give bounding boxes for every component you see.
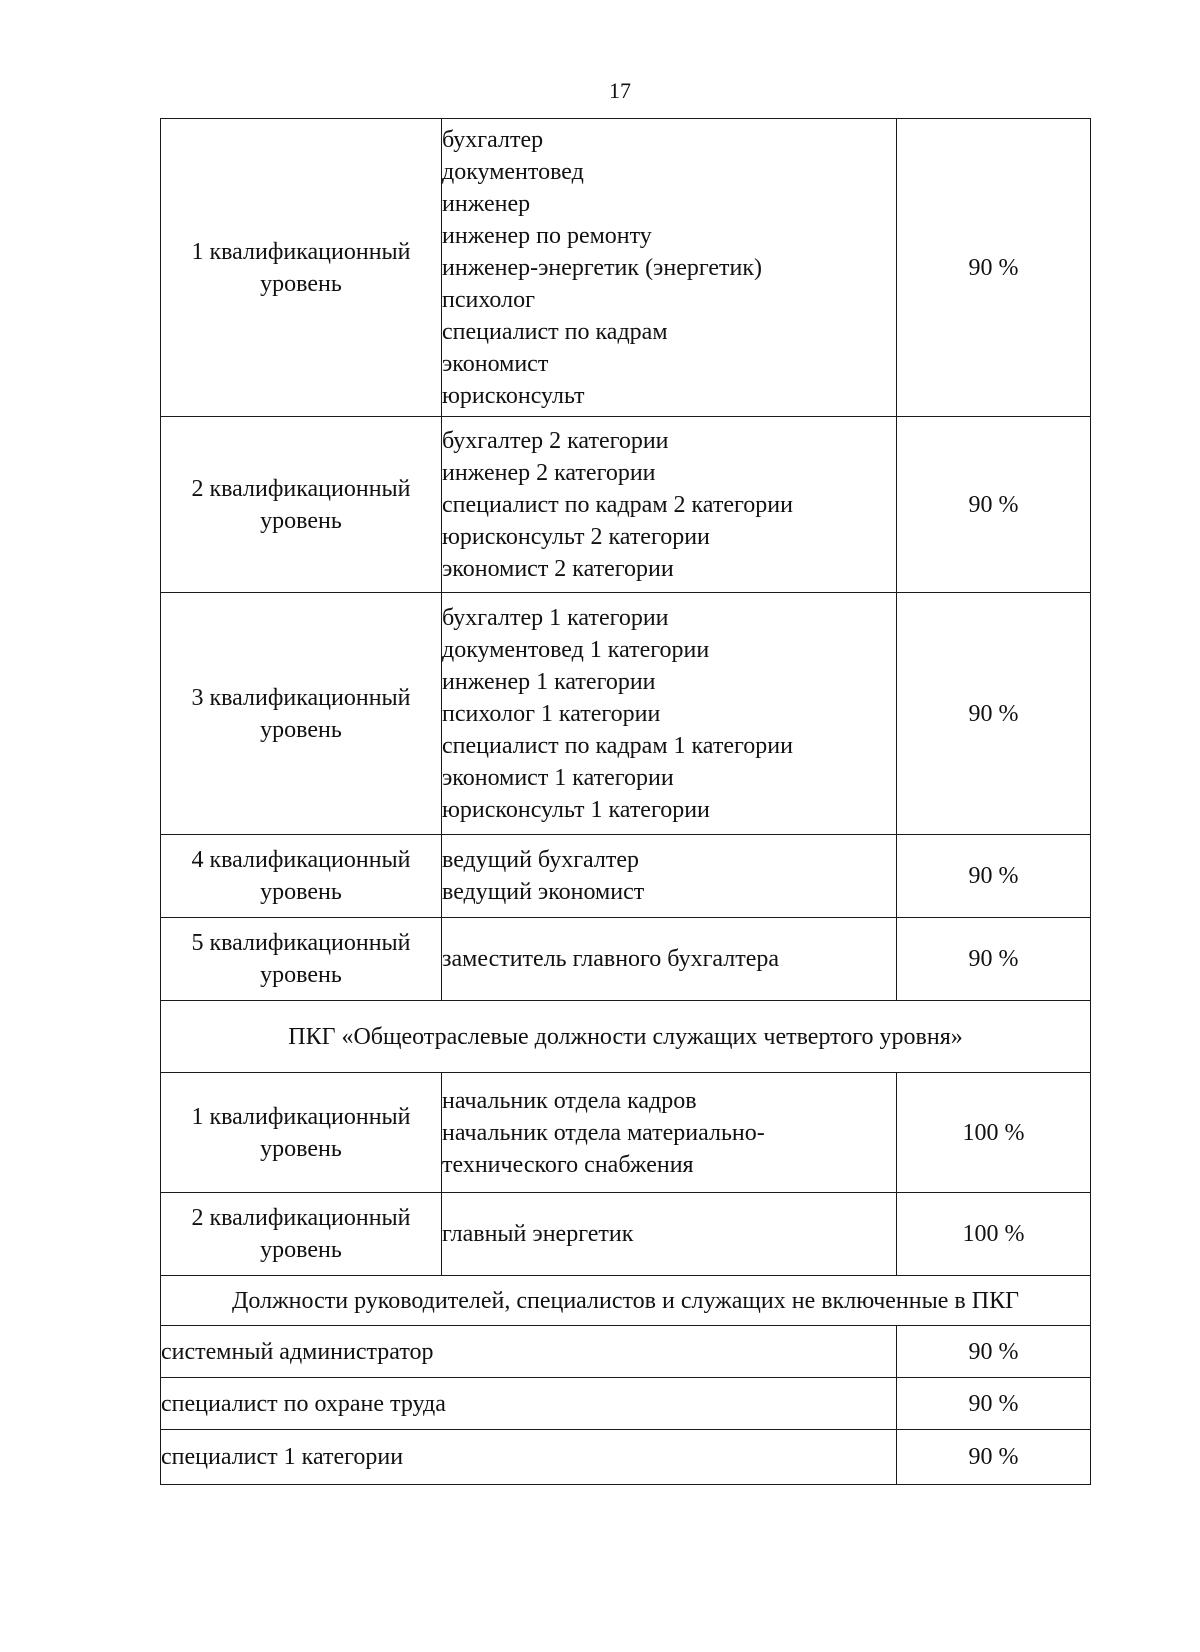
- level-label: 1 квалификационный: [191, 238, 411, 265]
- qualification-level-cell: [161, 119, 442, 417]
- level-label: уровень: [260, 1135, 342, 1162]
- percent-cell: 90 %: [897, 1430, 1091, 1485]
- qualification-level-cell: [161, 417, 442, 593]
- level-label: уровень: [260, 270, 342, 297]
- position-item: юрисконсульт 2 категории: [442, 523, 710, 550]
- position-item: инженер по ремонту: [442, 222, 652, 249]
- position-item: начальник отдела материально-: [442, 1119, 765, 1146]
- level-label: 2 квалификационный: [191, 475, 411, 502]
- position-item: психолог 1 категории: [442, 700, 661, 727]
- position-item: документовед 1 категории: [442, 636, 710, 663]
- qualification-level-cell: [161, 1073, 442, 1193]
- table-row: [161, 119, 1091, 417]
- position-item: начальник отдела кадров: [442, 1087, 697, 1114]
- positions-cell: [442, 119, 897, 417]
- qualification-level-cell: [161, 918, 442, 1001]
- position-cell: специалист 1 категории: [161, 1430, 897, 1485]
- position-item: экономист 2 категории: [442, 555, 674, 582]
- salary-coefficient-table: [160, 118, 1091, 1485]
- position-cell: специалист по охране труда: [161, 1378, 897, 1430]
- position-item: бухгалтер 1 категории: [442, 604, 669, 631]
- position-item: экономист: [442, 350, 549, 377]
- group-header-row: [161, 1276, 1091, 1326]
- percent-cell: 90 %: [897, 918, 1091, 1001]
- position-item: специалист по кадрам 1 категории: [442, 732, 793, 759]
- table-row: [161, 835, 1091, 918]
- table-row: [161, 1326, 1091, 1378]
- positions-cell: [442, 1193, 897, 1276]
- positions-cell: [442, 835, 897, 918]
- position-item: психолог: [442, 286, 535, 313]
- percent-cell: 90 %: [897, 835, 1091, 918]
- page-number: 17: [609, 78, 631, 103]
- percent-cell: 90 %: [897, 593, 1091, 835]
- position-item: заместитель главного бухгалтера: [442, 946, 780, 972]
- positions-cell: [442, 918, 897, 1001]
- level-label: 4 квалификационный: [191, 847, 411, 873]
- table-row: [161, 1073, 1091, 1193]
- qualification-level-cell: [161, 835, 442, 918]
- position-item: технического снабжения: [442, 1151, 694, 1178]
- level-label: уровень: [260, 716, 342, 743]
- percent-cell: 100 %: [897, 1073, 1091, 1193]
- position-cell: системный администратор: [161, 1326, 897, 1378]
- level-label: уровень: [260, 507, 342, 534]
- position-item: специалист по кадрам 2 категории: [442, 491, 793, 518]
- level-label: 5 квалификационный: [191, 930, 411, 956]
- level-label: 1 квалификационный: [191, 1103, 411, 1130]
- position-item: инженер-энергетик (энергетик): [442, 254, 763, 281]
- level-label: 3 квалификационный: [191, 684, 411, 711]
- position-item: специалист по кадрам: [442, 318, 668, 345]
- percent-cell: 90 %: [897, 119, 1091, 417]
- position-item: юрисконсульт: [442, 382, 585, 409]
- position-item: инженер: [442, 190, 531, 217]
- percent-cell: 90 %: [897, 1378, 1091, 1430]
- qualification-level-cell: [161, 593, 442, 835]
- position-item: бухгалтер 2 категории: [442, 427, 669, 454]
- position-item: инженер 1 категории: [442, 668, 656, 695]
- percent-cell: 90 %: [897, 1326, 1091, 1378]
- qualification-level-cell: [161, 1193, 442, 1276]
- level-label: уровень: [260, 1237, 342, 1263]
- position-item: юрисконсульт 1 категории: [442, 796, 710, 823]
- table-row: [161, 1193, 1091, 1276]
- group-header-row: [161, 1001, 1091, 1073]
- percent-cell: 90 %: [897, 417, 1091, 593]
- position-item: главный энергетик: [442, 1221, 634, 1247]
- position-item: бухгалтер: [442, 126, 544, 153]
- positions-cell: [442, 593, 897, 835]
- table-row: [161, 1430, 1091, 1485]
- level-label: уровень: [260, 962, 342, 988]
- positions-cell: [442, 417, 897, 593]
- table-row: [161, 1378, 1091, 1430]
- position-item: ведущий бухгалтер: [442, 847, 640, 873]
- table-row: [161, 593, 1091, 835]
- percent-cell: 100 %: [897, 1193, 1091, 1276]
- position-item: инженер 2 категории: [442, 459, 656, 486]
- position-item: ведущий экономист: [442, 879, 645, 905]
- positions-cell: [442, 1073, 897, 1193]
- level-label: 2 квалификационный: [191, 1205, 411, 1231]
- table-row: [161, 417, 1091, 593]
- position-item: экономист 1 категории: [442, 764, 674, 791]
- position-item: документовед: [442, 158, 584, 185]
- group-title: Должности руководителей, специалистов и служащих не включенные в ПКГ: [161, 1276, 1091, 1326]
- table-row: [161, 918, 1091, 1001]
- group-title: ПКГ «Общеотраслевые должности служащих четвертого уровня»: [161, 1001, 1091, 1073]
- level-label: уровень: [260, 879, 342, 905]
